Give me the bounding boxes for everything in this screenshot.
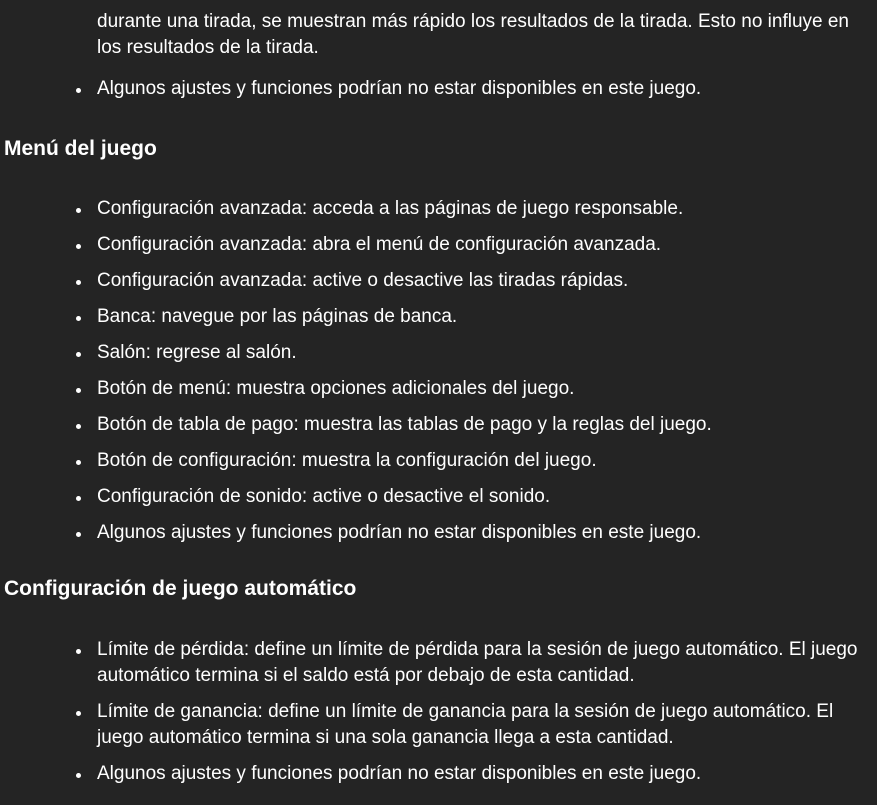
list-item: Configuración de sonido: active o desactive el sonido. [0,484,877,510]
list-item: Algunos ajustes y funciones podrían no estar disponibles en este juego. [0,520,877,546]
list-item: Límite de pérdida: define un límite de pérdida para la sesión de juego automático. El juego automático termina si el saldo está por debajo de esta cantidad. [0,637,877,689]
list-item: Botón de menú: muestra opciones adicionales del juego. [0,376,877,402]
list-item: Límite de ganancia: define un límite de ganancia para la sesión de juego automático. El juego automático termina si una sola ganancia llega a esta cantidad. [0,699,877,751]
list-item: Botón de configuración: muestra la configuración del juego. [0,448,877,474]
intro-list [0,76,877,112]
menu-section-heading: Menú del juego [4,137,157,160]
list-item: Salón: regrese al salón. [0,340,877,366]
list-item: Algunos ajustes y funciones podrían no estar disponibles en este juego. [0,76,877,102]
list-item: Configuración avanzada: active o desactive las tiradas rápidas. [0,268,877,294]
autoplay-section-heading: Configuración de juego automático [4,577,357,600]
list-item: Algunos ajustes y funciones podrían no estar disponibles en este juego. [0,761,877,787]
autoplay-list [0,637,877,797]
list-item: Configuración avanzada: abra el menú de configuración avanzada. [0,232,877,258]
list-item: Banca: navegue por las páginas de banca. [0,304,877,330]
intro-text-fragment: durante una tirada, se muestran más rápido los resultados de la tirada. Esto no influye en los resultados de la tirada. [97,11,849,58]
list-item: Botón de tabla de pago: muestra las tablas de pago y la reglas del juego. [0,412,877,438]
list-item: Configuración avanzada: acceda a las páginas de juego responsable. [0,196,877,222]
menu-list [0,196,877,556]
